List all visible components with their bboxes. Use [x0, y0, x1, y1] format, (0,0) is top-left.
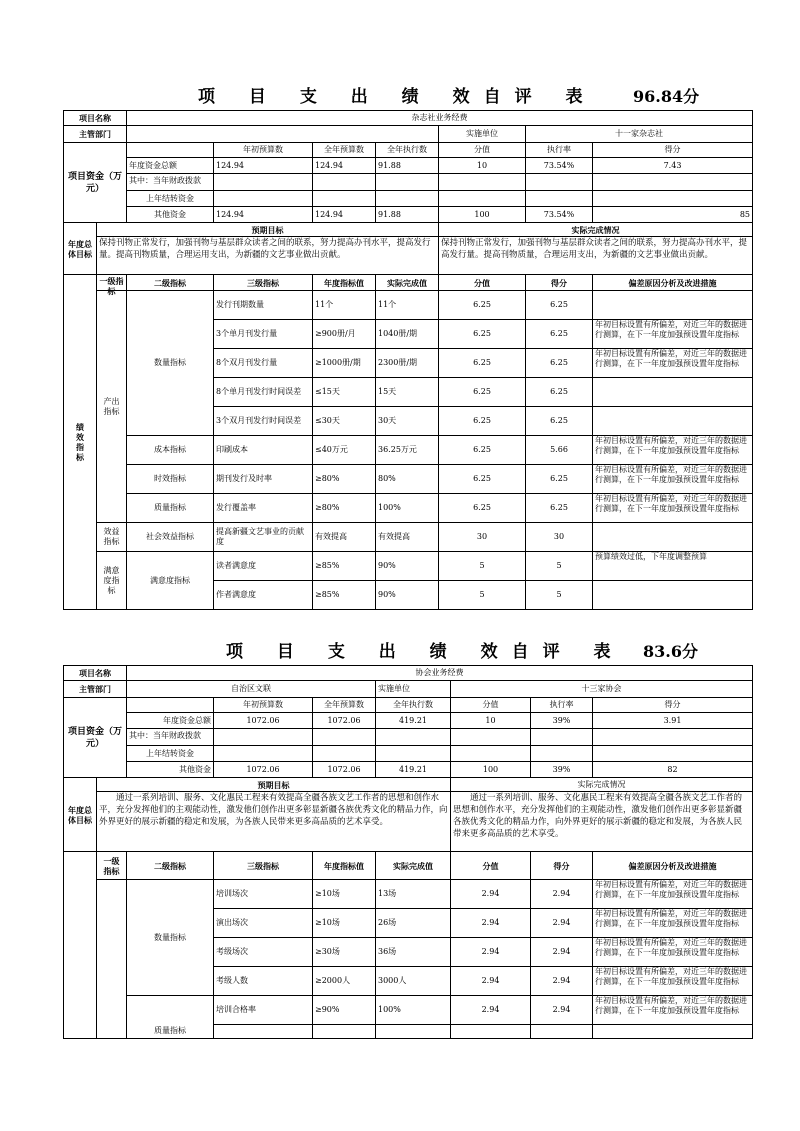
r0-target: ≥10场	[313, 880, 376, 909]
total-full: 124.94	[313, 158, 376, 174]
r0-l3: 发行刊期数量	[214, 291, 313, 320]
total-rate: 73.54%	[526, 158, 593, 174]
col-initial: 年初预算数	[214, 698, 313, 713]
hdr-l3: 三级指标	[214, 275, 313, 291]
col-exec: 全年执行数	[376, 698, 451, 713]
r2-target: ≥30场	[313, 938, 376, 967]
r3-l3: 8个单月刊发行时间误差	[214, 378, 313, 407]
r1-got: 6.25	[526, 320, 593, 349]
r8-l3: 提高新疆文艺事业的贡献度	[214, 523, 313, 552]
other-initial: 124.94	[214, 207, 313, 223]
r3-l3: 考级人数	[214, 967, 313, 996]
r7-note: 年初目标设置有所偏差，对近三年的数据进行测算，在下一年度加强预设置年度指标	[595, 494, 747, 513]
r9-got: 5	[526, 552, 593, 581]
r5-target: ≤40万元	[313, 436, 376, 465]
other-label: 其他资金	[127, 762, 214, 778]
r1-target: ≥10场	[313, 909, 376, 938]
col-get: 得分	[593, 143, 753, 158]
r2-note: 年初目标设置有所偏差，对近三年的数据进行测算，在下一年度加强预设置年度指标	[595, 349, 747, 368]
r10-actual: 90%	[376, 581, 439, 610]
r1-actual: 26场	[376, 909, 451, 938]
col-rate: 执行率	[531, 698, 593, 713]
actual-text: 保持刊物正常发行，加强刊物与基层群众读者之间的联系，努力提高办刊水平，提高发行量。提高刊物质量，合理运用支出，为新疆的文艺事业做出贡献。	[439, 237, 753, 275]
r6-target: ≥80%	[313, 465, 376, 494]
r7-score: 6.25	[439, 494, 526, 523]
total-initial: 1072.06	[214, 713, 313, 729]
r9-target: ≥85%	[313, 552, 376, 581]
col-initial: 年初预算数	[214, 143, 313, 158]
total-score: 10	[451, 713, 531, 729]
r0-actual: 11个	[376, 291, 439, 320]
r6-note: 年初目标设置有所偏差，对近三年的数据进行测算，在下一年度加强预设置年度指标	[595, 465, 747, 484]
l2-quality: 质量指标	[127, 494, 214, 523]
r9-actual: 90%	[376, 552, 439, 581]
r5-score: 6.25	[439, 436, 526, 465]
funds-label: 项目资金（万元）	[64, 698, 127, 778]
r8-note	[595, 523, 750, 551]
col-exec: 全年执行数	[376, 143, 439, 158]
other-full: 1072.06	[313, 762, 376, 778]
other-label: 其他资金	[127, 207, 214, 223]
col-score: 分值	[451, 698, 531, 713]
col-score: 分值	[439, 143, 526, 158]
l2-qty: 数量指标	[127, 291, 214, 436]
dept-value: 自治区文联	[127, 681, 376, 698]
col-full: 全年预算数	[313, 698, 376, 713]
dept-label: 主管部门	[64, 126, 127, 143]
total-get: 7.43	[593, 158, 753, 174]
r3-actual: 3000人	[376, 967, 451, 996]
r7-actual: 100%	[376, 494, 439, 523]
col-full: 全年预算数	[313, 143, 376, 158]
r1-score: 2.94	[451, 909, 531, 938]
l1-output: 产出指标	[97, 291, 127, 523]
hdr-score: 分值	[451, 852, 531, 880]
total-exec: 419.21	[376, 713, 451, 729]
actual-label: 实际完成情况	[451, 778, 753, 792]
t1-table	[63, 110, 753, 610]
l1-effect: 效益指标	[97, 523, 127, 552]
r4-l3: 3个双月刊发行时间误差	[214, 407, 313, 436]
r0-note	[595, 291, 750, 319]
r5-note: 年初目标设置有所偏差，对近三年的数据进行测算，在下一年度加强预设置年度指标	[595, 436, 747, 455]
r1-actual: 1040册/期	[376, 320, 439, 349]
fiscal-label: 其中：当年财政拨款	[129, 176, 201, 185]
other-initial: 1072.06	[214, 762, 313, 778]
l2-qty: 数量指标	[127, 880, 214, 996]
r2-target: ≥1000册/期	[313, 349, 376, 378]
r4-l3: 培训合格率	[214, 996, 313, 1025]
expected-label: 预期目标	[97, 778, 451, 792]
total-exec: 91.88	[376, 158, 439, 174]
l2-time: 时效指标	[127, 465, 214, 494]
impl-label: 实施单位	[376, 681, 451, 698]
r2-score: 2.94	[451, 938, 531, 967]
hdr-got: 得分	[531, 852, 593, 880]
r3-note: 年初目标设置有所偏差，对近三年的数据进行测算，在下一年度加强预设置年度指标	[595, 967, 747, 986]
r6-score: 6.25	[439, 465, 526, 494]
t2-score: 83.6分	[643, 642, 698, 661]
hdr-analysis: 偏差原因分析及改进措施	[593, 852, 753, 880]
r7-target: ≥80%	[313, 494, 376, 523]
r1-l3: 演出场次	[214, 909, 313, 938]
r9-score: 5	[439, 552, 526, 581]
perf-label: 绩效指标	[64, 275, 97, 610]
hdr-l1: 一级指标	[99, 275, 124, 296]
r0-target: 11个	[313, 291, 376, 320]
r0-score: 2.94	[451, 880, 531, 909]
l2-quality: 质量指标	[127, 996, 214, 1039]
r3-note	[595, 378, 750, 406]
r0-got: 6.25	[526, 291, 593, 320]
r7-got: 6.25	[526, 494, 593, 523]
r9-l3: 读者满意度	[214, 552, 313, 581]
r0-actual: 13场	[376, 880, 451, 909]
r1-note: 年初目标设置有所偏差，对近三年的数据进行测算，在下一年度加强预设置年度指标	[595, 320, 747, 339]
impl-value: 十一家杂志社	[526, 126, 753, 143]
r4-got: 2.94	[531, 996, 593, 1025]
goal-label: 年度总体目标	[64, 223, 97, 275]
t1-title: 项 目 支 出 绩 效自评 表	[198, 87, 597, 107]
total-rate: 39%	[531, 713, 593, 729]
r8-target: 有效提高	[313, 523, 376, 552]
hdr-target: 年度指标值	[313, 275, 376, 291]
t2-title: 项 目 支 出 绩 效自评 表	[226, 642, 625, 662]
fiscal-label: 其中：当年财政拨款	[129, 731, 201, 740]
r3-score: 6.25	[439, 378, 526, 407]
project-name-value: 协会业务经费	[127, 666, 753, 681]
total-label: 年度资金总额	[127, 713, 214, 729]
total-full: 1072.06	[313, 713, 376, 729]
carry-label: 上年结转资金	[127, 191, 214, 207]
actual-text: 通过一系列培训、服务、文化惠民工程来有效提高全疆各族文艺工作者的思想和创作水平，充分发挥他们的主观能动性，激发他们创作出更多彰显新疆各族优秀文化的精品力作，向外界更好的展示新疆的稳定和发展，为各族人民带来更多高品质的艺术享受。	[451, 792, 753, 852]
r10-note	[595, 581, 750, 609]
r4-actual: 100%	[376, 996, 451, 1025]
r3-got: 2.94	[531, 967, 593, 996]
carry-label: 上年结转资金	[127, 746, 214, 762]
r5-l3: 印刷成本	[214, 436, 313, 465]
r3-score: 2.94	[451, 967, 531, 996]
impl-label: 实施单位	[439, 126, 526, 143]
other-score: 100	[439, 207, 526, 223]
r1-note: 年初目标设置有所偏差，对近三年的数据进行测算，在下一年度加强预设置年度指标	[595, 909, 747, 928]
hdr-l2: 二级指标	[127, 852, 214, 880]
l2-cost: 成本指标	[127, 436, 214, 465]
hdr-l2: 二级指标	[127, 275, 214, 291]
r9-note: 预算绩效过低，下年度调整预算	[595, 552, 707, 561]
total-get: 3.91	[593, 713, 753, 729]
r6-actual: 80%	[376, 465, 439, 494]
l2-social: 社会效益指标	[127, 523, 214, 552]
r4-note: 年初目标设置有所偏差，对近三年的数据进行测算，在下一年度加强预设置年度指标	[595, 996, 747, 1015]
r8-actual: 有效提高	[376, 523, 439, 552]
r6-l3: 期刊发行及时率	[214, 465, 313, 494]
project-name-label: 项目名称	[64, 666, 127, 681]
project-name-label: 项目名称	[64, 111, 127, 126]
r4-note	[595, 407, 750, 435]
r2-l3: 8个双月刊发行量	[214, 349, 313, 378]
r0-got: 2.94	[531, 880, 593, 909]
r4-actual: 30天	[376, 407, 439, 436]
expected-text: 保持刊物正常发行，加强刊物与基层群众读者之间的联系，努力提高办刊水平，提高发行量。提高刊物质量，合理运用支出，为新疆的文艺事业做出贡献。	[97, 237, 439, 275]
r10-target: ≥85%	[313, 581, 376, 610]
l1-satis: 满意度指标	[97, 552, 127, 610]
r2-l3: 考级场次	[214, 938, 313, 967]
r4-target: ≥90%	[313, 996, 376, 1025]
hdr-actual: 实际完成值	[376, 275, 439, 291]
hdr-score: 分值	[439, 275, 526, 291]
t1-score: 96.84分	[633, 87, 700, 106]
r2-score: 6.25	[439, 349, 526, 378]
r2-got: 6.25	[526, 349, 593, 378]
project-name-value: 杂志社业务经费	[127, 111, 753, 126]
r4-score: 2.94	[451, 996, 531, 1025]
expected-label: 预期目标	[97, 223, 439, 237]
expected-text: 通过一系列培训、服务、文化惠民工程来有效提高全疆各族文艺工作者的思想和创作水平，充分发挥他们的主观能动性，激发他们创作出更多彰显新疆各族优秀文化的精品力作，向外界更好的展示新疆的稳定和发展，为各族人民带来更多高品质的艺术享受。	[97, 792, 451, 852]
r5-actual: 36.25万元	[376, 436, 439, 465]
other-exec: 91.88	[376, 207, 439, 223]
other-full: 124.94	[313, 207, 376, 223]
r10-l3: 作者满意度	[214, 581, 313, 610]
r6-got: 6.25	[526, 465, 593, 494]
r2-note: 年初目标设置有所偏差，对近三年的数据进行测算，在下一年度加强预设置年度指标	[595, 938, 747, 957]
r3-actual: 15天	[376, 378, 439, 407]
col-get: 得分	[593, 698, 753, 713]
r4-score: 6.25	[439, 407, 526, 436]
r0-score: 6.25	[439, 291, 526, 320]
hdr-target: 年度指标值	[313, 852, 376, 880]
l2-satis: 满意度指标	[127, 552, 214, 610]
r1-got: 2.94	[531, 909, 593, 938]
r0-l3: 培训场次	[214, 880, 313, 909]
dept-value	[127, 126, 439, 143]
total-label: 年度资金总额	[127, 158, 214, 174]
other-rate: 39%	[531, 762, 593, 778]
r5-got: 5.66	[526, 436, 593, 465]
r7-l3: 发行覆盖率	[214, 494, 313, 523]
hdr-analysis: 偏差原因分析及改进措施	[593, 275, 753, 291]
hdr-actual: 实际完成值	[376, 852, 451, 880]
r10-got: 5	[526, 581, 593, 610]
r2-actual: 2300册/期	[376, 349, 439, 378]
total-initial: 124.94	[214, 158, 313, 174]
r1-l3: 3个单月刊发行量	[214, 320, 313, 349]
r1-target: ≥900册/月	[313, 320, 376, 349]
other-rate: 73.54%	[526, 207, 593, 223]
other-get: 85	[593, 207, 753, 223]
r0-note: 年初目标设置有所偏差，对近三年的数据进行测算，在下一年度加强预设置年度指标	[595, 880, 747, 899]
actual-label: 实际完成情况	[439, 223, 753, 237]
r4-target: ≤30天	[313, 407, 376, 436]
other-exec: 419.21	[376, 762, 451, 778]
r4-got: 6.25	[526, 407, 593, 436]
r8-score: 30	[439, 523, 526, 552]
r10-score: 5	[439, 581, 526, 610]
hdr-l3: 三级指标	[214, 852, 313, 880]
goal-label: 年度总体目标	[64, 778, 97, 852]
funds-label: 项目资金（万元）	[64, 143, 127, 223]
r2-got: 2.94	[531, 938, 593, 967]
dept-label: 主管部门	[64, 681, 127, 698]
r3-got: 6.25	[526, 378, 593, 407]
col-rate: 执行率	[526, 143, 593, 158]
r1-score: 6.25	[439, 320, 526, 349]
hdr-l1: 一级指标	[97, 852, 127, 880]
r3-target: ≤15天	[313, 378, 376, 407]
other-get: 82	[593, 762, 753, 778]
other-score: 100	[451, 762, 531, 778]
t2-table	[63, 665, 753, 1039]
hdr-got: 得分	[526, 275, 593, 291]
r3-target: ≥2000人	[313, 967, 376, 996]
r2-actual: 36场	[376, 938, 451, 967]
total-score: 10	[439, 158, 526, 174]
r8-got: 30	[526, 523, 593, 552]
impl-value: 十三家协会	[451, 681, 753, 698]
